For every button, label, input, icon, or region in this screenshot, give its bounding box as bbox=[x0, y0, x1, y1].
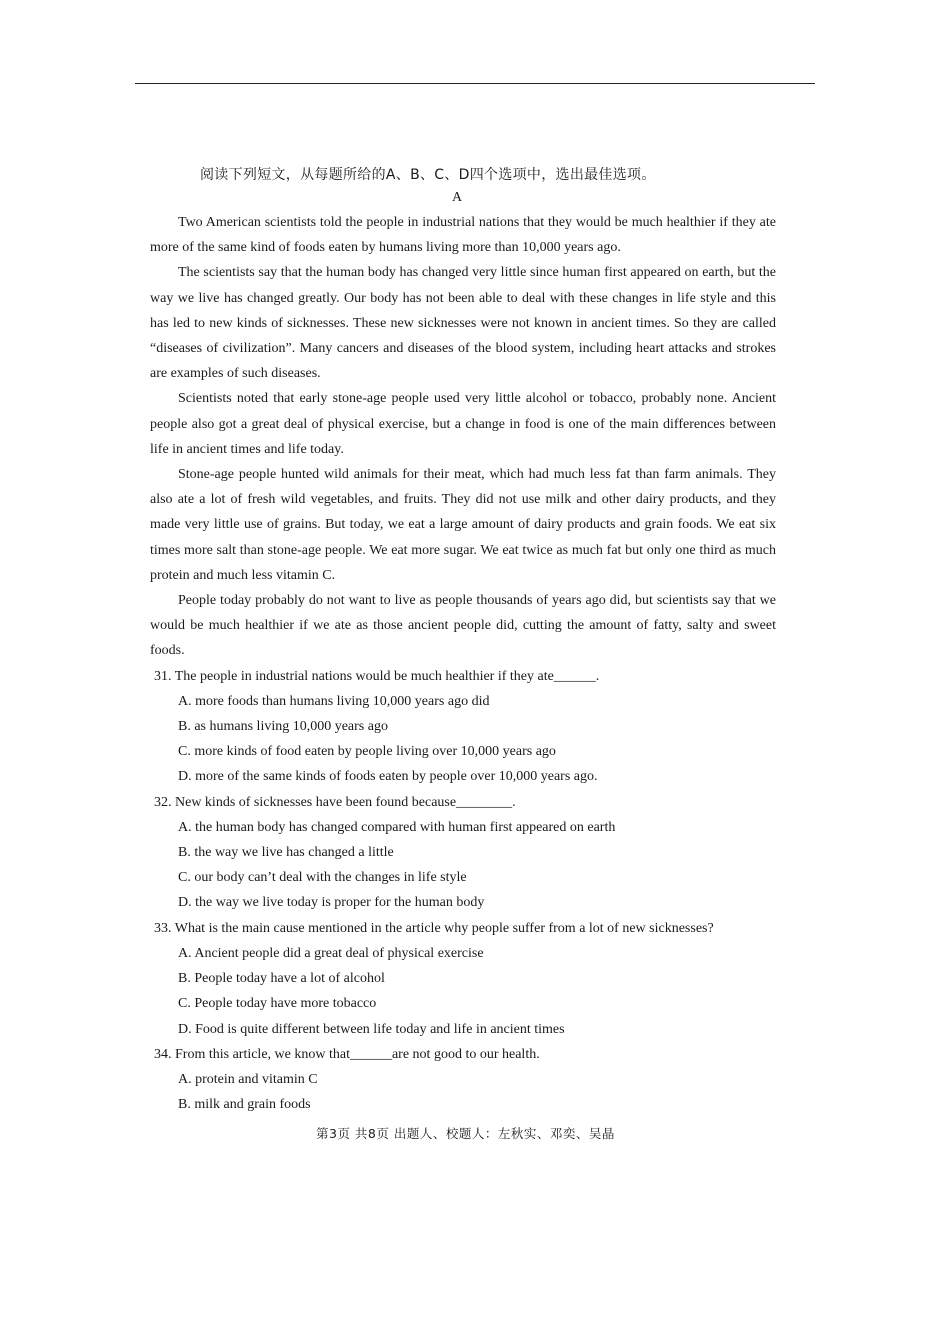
question-34: 34. From this article, we know that______are not good to our health. bbox=[154, 1046, 540, 1062]
option-33a: A. Ancient people did a great deal of physical exercise bbox=[178, 945, 484, 961]
option-31d: D. more of the same kinds of foods eaten by people over 10,000 years ago. bbox=[178, 769, 598, 785]
passage-paragraph: People today probably do not want to live as people thousands of years ago did, but scientists say that we would be much healthier if we ate as those ancient people did, cutting the amount of fatty, salty and sweet foods. bbox=[150, 593, 776, 659]
reading-content bbox=[150, 210, 776, 1117]
option-32c: C. our body can’t deal with the changes in life style bbox=[178, 870, 467, 886]
section-label: A bbox=[452, 190, 463, 205]
option-33d: D. Food is quite different between life today and life in ancient times bbox=[178, 1021, 565, 1037]
option-31c: C. more kinds of food eaten by people living over 10,000 years ago bbox=[178, 744, 556, 760]
option-33c: C. People today have more tobacco bbox=[178, 996, 377, 1012]
option-31b: B. as humans living 10,000 years ago bbox=[178, 719, 388, 735]
passage-paragraph: The scientists say that the human body has changed very little since human first appeared on earth, but the way we live has changed greatly. Our body has not been able to deal with these changes in life style and this has led to new kinds of sicknesses. These new sicknesses were not known in ancient times. So they are called “diseases of civilization”. Many cancers and diseases of the blood system, including heart attacks and strokes are examples of such diseases. bbox=[150, 265, 776, 382]
passage-paragraph: Stone-age people hunted wild animals for their meat, which had much less fat than farm animals. They also ate a lot of fresh wild vegetables, and fruits. They did not use milk and other dairy products, and they made very little use of grains. But today, we eat a large amount of dairy products and grain foods. We eat six times more salt than stone-age people. We eat more sugar. We eat twice as much fat but only one third as much protein and much less vitamin C. bbox=[150, 467, 776, 583]
option-31a: A. more foods than humans living 10,000 years ago did bbox=[178, 693, 490, 709]
question-31: 31. The people in industrial nations would be much healthier if they ate______. bbox=[154, 668, 600, 684]
passage-paragraph: Two American scientists told the people in industrial nations that they would be much healthier if they ate more of the same kind of foods eaten by humans living more than 10,000 years ago. bbox=[150, 215, 776, 256]
option-34b: B. milk and grain foods bbox=[178, 1097, 311, 1113]
instructions: 阅读下列短文，从每题所给的A、B、C、D四个选项中，选出最佳选项。 bbox=[200, 167, 656, 183]
top-rule bbox=[135, 83, 815, 84]
passage-paragraph: Scientists noted that early stone-age people used very little alcohol or tobacco, probably none. Ancient people also got a great deal of physical exercise, but a change in food is one of the main differences between life in ancient times and life today. bbox=[150, 391, 776, 457]
option-32a: A. the human body has changed compared with human first appeared on earth bbox=[178, 819, 616, 835]
option-32d: D. the way we live today is proper for the human body bbox=[178, 895, 485, 911]
question-32: 32. New kinds of sicknesses have been found because________. bbox=[154, 794, 516, 810]
page-footer: 第3页 共8页 出题人、校题人：左秋实、邓奕、吴晶 bbox=[316, 1126, 615, 1141]
option-34a: A. protein and vitamin C bbox=[178, 1071, 318, 1087]
question-33: 33. What is the main cause mentioned in the article why people suffer from a lot of new sicknesses? bbox=[154, 920, 714, 936]
option-32b: B. the way we live has changed a little bbox=[178, 845, 394, 861]
option-33b: B. People today have a lot of alcohol bbox=[178, 971, 385, 987]
